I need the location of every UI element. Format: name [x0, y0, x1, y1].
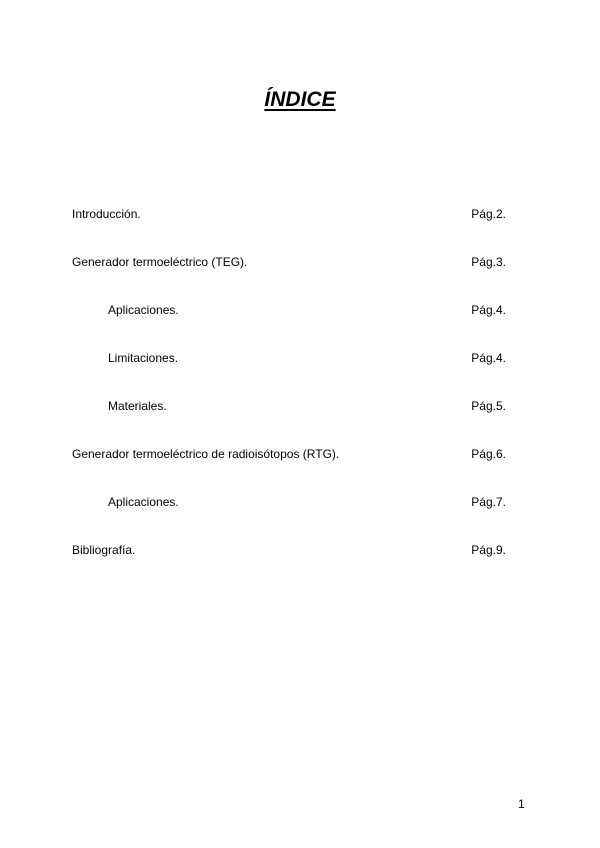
toc-entry-page: Pág.5.: [471, 399, 506, 413]
toc-entry-page: Pág.6.: [471, 447, 506, 461]
toc-entry-page: Pág.7.: [471, 495, 506, 509]
toc-entry-page: Pág.4.: [471, 351, 506, 365]
toc-subentry: [72, 349, 506, 367]
toc-entry-page: Pág.4.: [471, 303, 506, 317]
toc-entry-label: Generador termoeléctrico (TEG).: [72, 255, 248, 269]
toc-entry-page: Pág.3.: [471, 255, 506, 269]
toc-entry: [72, 253, 506, 271]
toc-entry-page: Pág.9.: [471, 543, 506, 557]
page-title: ÍNDICE: [264, 88, 336, 111]
toc-entry-label: Bibliografía.: [72, 543, 136, 557]
page-number: 1: [518, 797, 525, 811]
toc-subentry: [72, 301, 506, 319]
toc-entry-label: Aplicaciones.: [108, 495, 179, 509]
toc-entry-label: Materiales.: [108, 399, 167, 413]
toc-entry-page: Pág.2.: [471, 207, 506, 221]
toc-entry: [72, 541, 506, 559]
toc-subentry: [72, 397, 506, 415]
toc-entry: [72, 445, 506, 463]
toc-entry-label: Introducción.: [72, 207, 141, 221]
toc-subentry: [72, 493, 506, 511]
toc-entry-label: Aplicaciones.: [108, 303, 179, 317]
toc-entry-label: Limitaciones.: [108, 351, 179, 365]
toc-entry: [72, 205, 506, 223]
toc-entry-label: Generador termoeléctrico de radioisótopos (RTG).: [72, 447, 340, 461]
